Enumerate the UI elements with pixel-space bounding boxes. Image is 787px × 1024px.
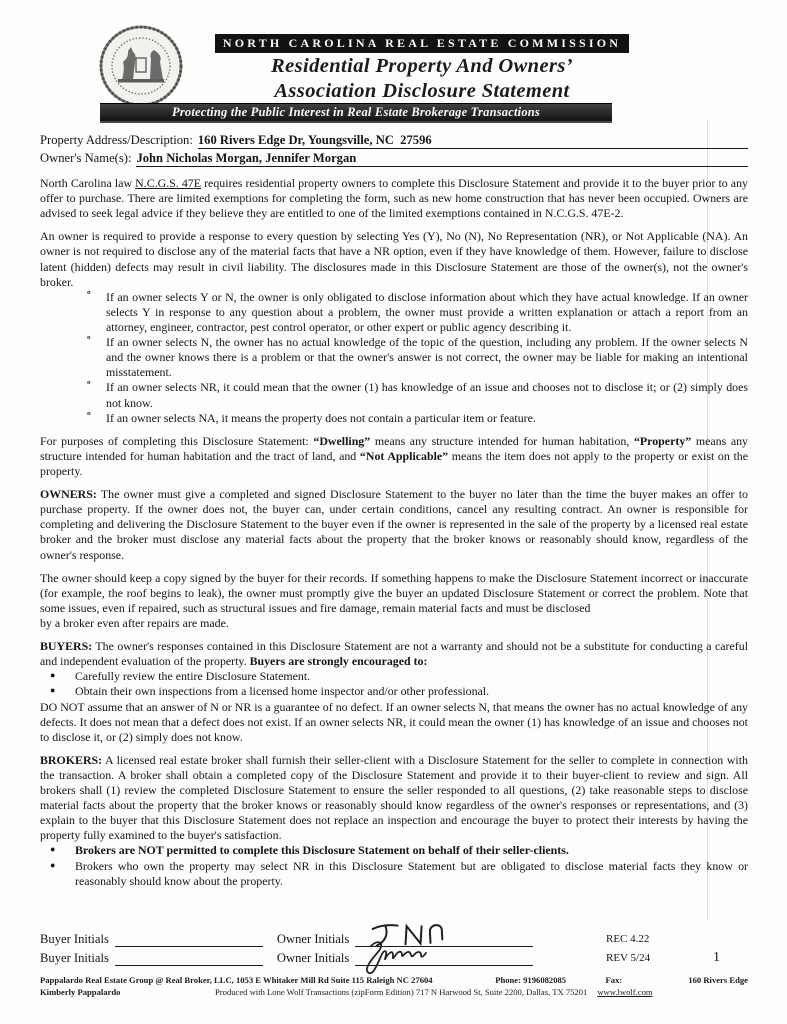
property-address-row: [40, 131, 748, 149]
buyers-text: The owner's responses contained in this Disclosure Statement are not a warranty and should not be a substitute for conducting a careful and independent evaluation of the property.: [40, 639, 748, 669]
circle-bullet-icon: º: [87, 288, 91, 301]
brokers-paragraph: [40, 753, 748, 844]
bullet-y-n: If an owner selects Y or N, the owner is only obligated to disclose information about which they have actual knowledge. If an owner selects Y in response to any question about a problem, the owner must provide a written explanation or attach a report from an attorney, engineer, contractor, pest control operator, or other expert or public agency describing it.: [106, 289, 748, 334]
intro-paragraph: [40, 176, 748, 221]
property-identification: [40, 131, 748, 167]
page-number: 1: [713, 950, 720, 965]
buyer-initials-label: Buyer Initials: [40, 951, 109, 965]
footer-phone: Phone: 9196082085: [495, 975, 567, 985]
intro-text-2: requires residential property owners to complete this Disclosure Statement and provide it to the buyer prior to any offer to purchase. There are limited exemptions for completing the form, such as new home construction that has never been occupied. Owners are advised to seek legal advice if they believe they are entitled to one of the limited exemptions contained in N.C.G.S. 47E-2.: [40, 176, 748, 221]
term-property: “Property”: [633, 433, 692, 448]
owner-names-label: Owner's Name(s):: [40, 151, 132, 165]
owner-initials-label: Owner Initials: [276, 932, 350, 946]
buyer-initials-field[interactable]: [115, 930, 263, 947]
buyer-initials-label: Buyer Initials: [40, 932, 109, 946]
buyers-heading: BUYERS:: [40, 639, 93, 654]
bullet-nr: If an owner selects NR, it could mean that the owner (1) has knowledge of an issue and chooses not to disclose it; or (2) simply does not know.: [106, 380, 748, 410]
circle-bullet-icon: º: [87, 409, 91, 422]
north-carolina-seal-icon: [98, 24, 184, 108]
owners-heading: OWNERS:: [40, 487, 97, 502]
buyers-encouraged-text: Buyers are strongly encouraged to:: [249, 654, 428, 669]
list-item: [48, 669, 748, 684]
keep-copy-tail: by a broker even after repairs are made.: [40, 615, 229, 630]
buyers-bullet-2: Obtain their own inspections from a licensed home inspector and/or other professional.: [75, 684, 490, 699]
list-item: [85, 411, 748, 426]
disc-bullet-icon: ●: [50, 685, 56, 696]
response-paragraph: An owner is required to provide a response to every question by selecting Yes (Y), No (N), No Representation (NR), or Not Applicable (NA). An owner is not required to disclose any of the material facts that have a NR option, even if they have knowledge of them. However, failure to disclose latent (hidden) defects may result in civil liability. The disclosures made in this Disclosure Statement are those of the owner(s), not the owner's broker.: [40, 229, 748, 289]
owner-initials-label: Owner Initials: [276, 951, 350, 965]
disc-bullet-icon: ●: [50, 844, 56, 855]
footer-fax: Fax:: [605, 975, 623, 985]
brokers-bullet-2: Brokers who own the property may select NR in this Disclosure Statement but are obligated to disclose material facts they know or reasonably should know about the property.: [75, 858, 748, 888]
owner-names-row: [40, 149, 748, 167]
initials-row-1: [40, 928, 748, 947]
keep-copy-paragraph: The owner should keep a copy signed by the buyer for their records. If something happens to make the Disclosure Statement incorrect or inaccurate (for example, the roof begins to leak), the owner must promptly give the buyer an updated Disclosure Statement or correct the problem. Note that some issues, even if repaired, such as structural issues and fire damage, remain material facts and must be disclosed: [40, 570, 748, 615]
list-item: [48, 859, 748, 889]
circle-bullet-icon: º: [87, 379, 91, 392]
list-item: [85, 290, 748, 335]
tagline-text: Protecting the Public Interest in Real Estate Brokerage Transactions: [171, 105, 540, 119]
commission-title-bar: [215, 34, 629, 53]
footer-row-2: [40, 986, 748, 998]
footer-row-1: [40, 974, 748, 986]
do-not-paragraph: DO NOT assume that an answer of N or NR is a guarantee of no defect. If an owner selects N, that means the owner has no actual knowledge of any defects. It does not mean that a defect does not exist. If an owner selects NR, it could mean the owner (1) has knowledge of an issue and chooses not to disclose it, or (2) simply does not know.: [40, 699, 748, 744]
brokers-list: [48, 843, 748, 888]
owners-paragraph: [40, 487, 748, 563]
definitions-text-1: For purposes of completing this Disclosure Statement:: [40, 433, 314, 448]
owners-text: The owner must give a completed and signed Disclosure Statement to the buyer no later than the time the buyer makes an offer to purchase property. If the owner does not, the buyer can, under certain conditions, cancel any resulting contract. An owner is responsible for completing and delivering the Disclosure Statement to the buyer even if the owner is represented in the sale of the property by a licensed real estate broker and the broker must disclose any material facts about the property that the broker knows or reasonably should know, regardless of the owner's response.: [40, 487, 748, 562]
owner-initials-field[interactable]: [355, 949, 533, 966]
document-body: [40, 176, 748, 889]
rec-version: REC 4.22: [606, 933, 650, 945]
brokerage-name-address: Pappalardo Real Estate Group @ Real Broker, LLC, 1053 E Whitaker Mill Rd Suite 115 Raleigh NC 27604: [40, 975, 433, 985]
definitions-text-3: means any structure intended for human habitation and the tract of land, and: [40, 433, 748, 463]
ncgs-47e-link[interactable]: N.C.G.S. 47E: [135, 176, 201, 190]
list-item: [85, 380, 748, 410]
tagline-bar: [100, 103, 612, 123]
term-not-applicable: “Not Applicable”: [359, 448, 449, 463]
list-item: [85, 335, 748, 380]
bullet-na: If an owner selects NA, it means the property does not contain a particular item or feature.: [106, 410, 536, 425]
brokers-text: A licensed real estate broker shall furnish their seller-client with a Disclosure Statement for the seller to complete in connection with the transaction. A broker shall obtain a completed copy of the Disclosure Statement and provide it to their buyer-client to review and sign. All brokers shall (1) review the completed Disclosure Statement to ensure the seller responded to all questions, (2) take reasonable steps to disclose material facts about the property that the broker knows or reasonably should know regardless of the owner's responses or representations, and (3) explain to the buyer that this Disclosure Statement does not replace an inspection and encourage the buyer to protect their interests by having the property fully examined to the buyer's satisfaction.: [40, 752, 748, 843]
buyer-initials-field[interactable]: [115, 949, 263, 966]
bullet-n: If an owner selects N, the owner has no actual knowledge of the topic of the question, including any problem. If the owner selects N and the owner knows there is a problem or that the owner's answer is not correct, the owner may be liable for making an intentional misstatement.: [106, 335, 748, 380]
brokers-bullet-1: Brokers are NOT permitted to complete this Disclosure Statement on behalf of their seller-clients.: [75, 843, 569, 858]
document-header: [40, 0, 748, 124]
buyers-paragraph: [40, 639, 748, 669]
owner-names-value[interactable]: John Nicholas Morgan, Jennifer Morgan: [136, 151, 357, 165]
term-dwelling: “Dwelling”: [313, 433, 371, 448]
produced-with-text: Produced with Lone Wolf Transactions (zipForm Edition) 717 N Harwood St, Suite 2200, Dallas, TX 75201: [215, 987, 588, 997]
agent-name: Kimberly Pappalardo: [40, 987, 121, 997]
buyers-bullet-1: Carefully review the entire Disclosure Statement.: [75, 669, 311, 684]
rev-text: REV 5/24: [606, 952, 651, 964]
rev-version: [606, 951, 748, 966]
buyers-list: [48, 669, 748, 699]
signature-footer-block: [40, 928, 748, 998]
owner-initials-signature-jnm: [367, 920, 453, 948]
property-address-label: Property Address/Description:: [40, 133, 193, 147]
page-footer: [40, 974, 748, 998]
response-option-list: [85, 290, 748, 426]
circle-bullet-icon: º: [87, 334, 91, 347]
intro-text-1: North Carolina law: [40, 176, 136, 190]
owner-names-blank-line[interactable]: [356, 149, 748, 167]
list-item: [48, 843, 748, 858]
commission-name: NORTH CAROLINA REAL ESTATE COMMISSION: [222, 36, 622, 50]
disc-bullet-icon: ●: [50, 859, 56, 870]
footer-document-name: 160 Rivers Edge: [688, 975, 748, 985]
property-address-value[interactable]: 160 Rivers Edge Dr, Youngsville, NC 27596: [197, 133, 432, 147]
definitions-text-4: means the item does not apply to the property or exist on the property.: [40, 448, 748, 478]
definitions-text-2: means any structure intended for human habitation,: [370, 433, 634, 448]
initials-row-2: [40, 947, 748, 966]
form-title-line2: Association Disclosure Statement: [274, 80, 570, 102]
brokers-heading: BROKERS:: [40, 752, 103, 767]
disc-bullet-icon: ●: [50, 670, 56, 681]
lwolf-link[interactable]: www.lwolf.com: [597, 987, 653, 997]
form-title-line1: Residential Property And Owners’: [271, 55, 573, 77]
owner-initials-field[interactable]: [355, 930, 533, 947]
property-address-blank-line[interactable]: [432, 131, 748, 149]
list-item: [48, 684, 748, 699]
definitions-paragraph: [40, 434, 748, 479]
